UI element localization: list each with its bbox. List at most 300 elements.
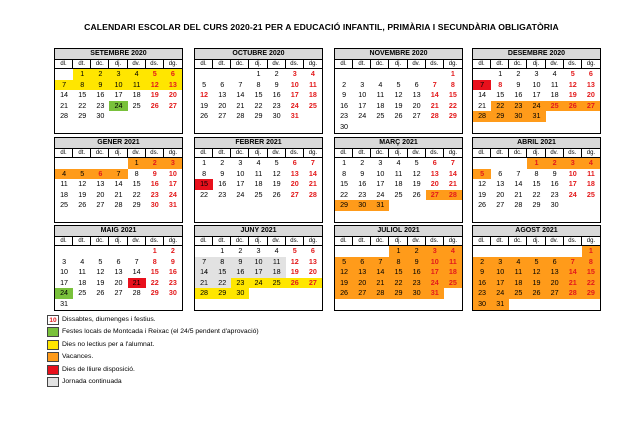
day-cell: 22 (254, 100, 263, 110)
day-cell: 27 (582, 101, 600, 112)
legend-label-continuous-day: Jornada continuada (62, 377, 122, 385)
day-cell: 7 (564, 257, 582, 268)
empty-cell (444, 288, 462, 299)
day-cell: 18 (586, 179, 595, 189)
empty-cell (55, 122, 73, 133)
day-cell: 23 (358, 189, 367, 199)
weekday-label: ds. (286, 237, 304, 245)
empty-cell (91, 246, 109, 257)
day-cell: 10 (491, 267, 509, 278)
empty-cell (389, 299, 407, 310)
day-cell: 26 (394, 111, 403, 121)
weekday-label: dg. (308, 150, 318, 156)
day-cell: 19 (272, 179, 281, 189)
empty-cell (509, 211, 527, 222)
month-title: ABRIL 2021 (473, 138, 600, 149)
empty-cell (73, 211, 91, 222)
day-cell: 13 (412, 90, 421, 100)
empty-cell (164, 122, 182, 133)
day-cell: 4 (378, 79, 383, 89)
weekday-label: dj. (109, 237, 127, 245)
day-cell: 5 (274, 158, 279, 167)
day-cell: 19 (335, 278, 353, 289)
legend-label-non-school-days: Dies no lectius per a l'alumnat. (62, 340, 155, 348)
day-cell: 24 (491, 288, 509, 299)
day-cell: 26 (286, 278, 304, 289)
day-cell: 21 (514, 189, 523, 199)
day-cell: 7 (195, 257, 213, 268)
empty-cell (426, 200, 444, 211)
day-cell: 24 (426, 278, 444, 289)
day-cell: 12 (412, 168, 421, 178)
day-cell: 13 (308, 256, 317, 266)
day-cell: 3 (426, 246, 444, 257)
day-cell: 18 (444, 267, 462, 278)
day-cell: 21 (564, 278, 582, 289)
day-cell: 30 (473, 299, 491, 310)
day-cell: 15 (532, 179, 541, 189)
day-grid (195, 158, 322, 222)
day-cell: 24 (55, 288, 73, 299)
empty-cell (389, 122, 407, 133)
day-cell: 19 (394, 100, 403, 110)
day-cell: 3 (292, 69, 297, 78)
day-cell: 31 (60, 298, 69, 308)
empty-cell (546, 111, 564, 122)
day-cell: 11 (444, 257, 462, 268)
day-cell: 31 (491, 299, 509, 310)
day-cell: 12 (290, 256, 299, 266)
day-cell: 22 (78, 100, 87, 110)
day-cell: 9 (360, 168, 365, 178)
day-grid (335, 158, 462, 222)
day-cell: 8 (213, 257, 231, 268)
empty-cell (473, 122, 491, 133)
day-cell: 19 (96, 277, 105, 287)
day-cell: 20 (218, 100, 227, 110)
weekday-header (473, 60, 600, 69)
day-cell: 7 (432, 79, 437, 89)
day-cell: 25 (586, 189, 595, 199)
weekday-label: dt. (353, 237, 371, 245)
legend-swatch-continuous-day (47, 377, 59, 387)
month-calendar (472, 225, 601, 311)
day-cell: 23 (340, 111, 349, 121)
legend-swatch-vacations (47, 352, 59, 362)
empty-cell (527, 246, 545, 257)
empty-cell (371, 299, 389, 310)
day-cell: 2 (342, 79, 347, 89)
empty-cell (582, 111, 600, 122)
day-cell: 15 (195, 179, 213, 190)
day-cell: 11 (268, 257, 286, 268)
empty-cell (213, 122, 231, 133)
day-cell: 15 (340, 179, 349, 189)
day-cell: 29 (150, 288, 159, 298)
weekday-label: dt. (213, 60, 231, 68)
weekday-label: dv. (128, 149, 146, 157)
day-cell: 28 (114, 200, 123, 210)
day-cell: 1 (256, 69, 261, 78)
day-cell: 5 (473, 169, 491, 180)
empty-cell (268, 288, 286, 299)
day-cell: 15 (254, 90, 263, 100)
weekday-label: dj. (109, 149, 127, 157)
day-cell: 30 (168, 288, 177, 298)
day-cell: 1 (342, 158, 347, 167)
empty-cell (491, 158, 509, 169)
empty-cell (231, 122, 249, 133)
weekday-label: ds. (564, 60, 582, 68)
day-cell: 22 (150, 277, 159, 287)
day-cell: 11 (394, 168, 403, 178)
day-cell: 24 (527, 101, 545, 112)
day-cell: 12 (146, 80, 164, 91)
day-cell: 9 (516, 79, 521, 89)
day-cell: 24 (568, 189, 577, 199)
day-cell: 12 (394, 90, 403, 100)
empty-cell (146, 211, 164, 222)
day-cell: 15 (213, 267, 231, 278)
weekday-label: dc. (91, 60, 109, 68)
day-grid (55, 69, 182, 133)
weekday-label: dv. (546, 237, 564, 245)
empty-cell (231, 299, 249, 310)
day-cell: 7 (371, 257, 389, 268)
empty-cell (509, 246, 527, 257)
day-cell: 8 (202, 168, 207, 178)
legend-swatch-free-days (47, 365, 59, 375)
day-cell: 24 (249, 278, 267, 289)
empty-cell (213, 299, 231, 310)
day-grid (55, 158, 182, 222)
empty-cell (146, 299, 164, 310)
empty-cell (231, 69, 249, 80)
weekday-label: dt. (491, 149, 509, 157)
empty-cell (91, 158, 109, 169)
weekday-label: dc. (509, 149, 527, 157)
weekday-label: dc. (231, 149, 249, 157)
day-cell: 3 (378, 158, 383, 167)
empty-cell (128, 211, 146, 222)
day-cell: 2 (473, 257, 491, 268)
day-cell: 3 (62, 256, 67, 266)
day-cell: 23 (550, 189, 559, 199)
day-cell: 16 (150, 179, 159, 189)
empty-cell (195, 122, 213, 133)
day-cell: 13 (430, 168, 439, 178)
day-cell: 2 (238, 246, 243, 255)
day-cell: 3 (164, 158, 182, 169)
empty-cell (353, 69, 371, 80)
month-title: MARÇ 2021 (335, 138, 462, 149)
day-cell: 26 (527, 288, 545, 299)
month-calendar (472, 48, 601, 134)
weekday-label: dv. (128, 237, 146, 245)
weekday-label: dc. (91, 237, 109, 245)
day-cell: 1 (582, 246, 600, 257)
month-calendar (194, 137, 323, 223)
empty-cell (286, 211, 304, 222)
empty-cell (164, 299, 182, 310)
day-cell: 22 (448, 100, 457, 110)
weekday-label: dg. (168, 238, 178, 244)
day-cell: 20 (430, 179, 439, 189)
empty-cell (546, 246, 564, 257)
day-cell: 10 (532, 79, 541, 89)
day-cell: 26 (150, 100, 159, 110)
empty-cell (491, 246, 509, 257)
day-cell: 29 (78, 111, 87, 121)
weekday-label: dl. (195, 237, 213, 245)
day-grid (473, 246, 600, 310)
day-cell: 10 (109, 80, 127, 91)
day-cell: 17 (358, 100, 367, 110)
day-cell: 4 (55, 169, 73, 180)
day-cell: 14 (430, 90, 439, 100)
legend-label-local-festivities: Festes locals de Montcada i Reixac (el 24/5 pendent d'aprovació) (62, 328, 259, 336)
day-cell: 12 (478, 179, 487, 189)
day-cell: 27 (353, 288, 371, 299)
empty-cell (564, 246, 582, 257)
empty-cell (73, 299, 91, 310)
empty-cell (491, 122, 509, 133)
day-cell: 30 (340, 121, 349, 131)
month-title: JULIOL 2021 (335, 226, 462, 237)
empty-cell (286, 288, 304, 299)
day-cell: 22 (213, 278, 231, 289)
weekday-label: dl. (195, 149, 213, 157)
day-cell: 11 (60, 179, 68, 189)
day-cell: 24 (236, 189, 245, 199)
day-cell: 23 (150, 189, 159, 199)
empty-cell (73, 122, 91, 133)
empty-cell (304, 211, 322, 222)
day-cell: 13 (96, 179, 105, 189)
empty-cell (109, 246, 127, 257)
day-cell: 25 (546, 101, 564, 112)
empty-cell (389, 211, 407, 222)
day-cell: 5 (396, 79, 401, 89)
day-cell: 20 (353, 278, 371, 289)
empty-cell (249, 299, 267, 310)
day-cell: 29 (582, 288, 600, 299)
day-cell: 21 (430, 100, 439, 110)
day-cell: 13 (546, 267, 564, 278)
day-cell: 16 (168, 267, 177, 277)
empty-cell (408, 211, 426, 222)
weekday-label: dj. (249, 149, 267, 157)
weekday-header (195, 60, 322, 69)
day-cell: 26 (96, 288, 105, 298)
day-cell: 14 (132, 267, 141, 277)
day-cell: 28 (371, 288, 389, 299)
empty-cell (128, 246, 146, 257)
day-cell: 13 (290, 168, 299, 178)
day-cell: 20 (412, 100, 421, 110)
weekday-label: dv. (268, 149, 286, 157)
empty-cell (213, 211, 231, 222)
month-calendar (194, 48, 323, 134)
empty-cell (408, 122, 426, 133)
day-cell: 7 (450, 158, 455, 167)
day-cell: 8 (73, 80, 91, 91)
day-cell: 22 (132, 189, 141, 199)
day-cell: 19 (568, 90, 577, 100)
weekday-label: dc. (231, 237, 249, 245)
day-cell: 20 (586, 90, 595, 100)
empty-cell (564, 299, 582, 310)
empty-cell (353, 122, 371, 133)
day-cell: 1 (450, 69, 455, 78)
day-cell: 25 (132, 100, 141, 110)
empty-cell (527, 122, 545, 133)
month-title: GENER 2021 (55, 138, 182, 149)
day-cell: 1 (527, 158, 545, 169)
day-cell: 8 (582, 257, 600, 268)
empty-cell (426, 122, 444, 133)
day-cell: 29 (254, 111, 263, 121)
day-cell: 23 (168, 277, 177, 287)
empty-cell (527, 211, 545, 222)
day-cell: 17 (114, 90, 123, 100)
weekday-label: dl. (473, 149, 491, 157)
day-cell: 21 (195, 278, 213, 289)
day-cell: 4 (552, 69, 557, 78)
empty-cell (335, 69, 353, 80)
weekday-label: dt. (213, 149, 231, 157)
day-cell: 23 (231, 278, 249, 289)
empty-cell (249, 211, 267, 222)
empty-cell (371, 122, 389, 133)
day-cell: 2 (546, 158, 564, 169)
weekday-label: dj. (527, 60, 545, 68)
day-cell: 18 (550, 90, 559, 100)
month-calendar (54, 225, 183, 311)
weekday-label: dc. (371, 60, 389, 68)
empty-cell (582, 299, 600, 310)
empty-cell (268, 200, 286, 211)
day-grid (473, 69, 600, 133)
day-cell: 17 (532, 90, 541, 100)
weekday-label: dg. (168, 61, 178, 67)
weekday-label: dj. (249, 237, 267, 245)
day-cell: 10 (358, 90, 367, 100)
day-cell: 13 (586, 79, 595, 89)
day-cell: 8 (256, 79, 261, 89)
weekday-header (335, 60, 462, 69)
day-cell: 28 (60, 111, 69, 121)
day-cell: 9 (231, 257, 249, 268)
empty-cell (564, 122, 582, 133)
empty-cell (509, 299, 527, 310)
day-cell: 14 (236, 90, 245, 100)
month-calendar (334, 225, 463, 311)
weekday-label: ds. (564, 149, 582, 157)
legend-label-vacations: Vacances. (62, 353, 94, 361)
day-cell: 6 (432, 158, 437, 167)
day-cell: 31 (426, 288, 444, 299)
day-cell: 21 (308, 179, 317, 189)
day-cell: 29 (335, 200, 353, 211)
day-cell: 22 (340, 189, 349, 199)
day-cell: 15 (78, 90, 87, 100)
legend-swatch-non-school-days (47, 340, 59, 350)
weekday-label: dv. (408, 149, 426, 157)
day-cell: 27 (96, 200, 105, 210)
weekday-label: ds. (426, 60, 444, 68)
day-cell: 20 (546, 278, 564, 289)
day-cell: 1 (152, 246, 157, 255)
empty-cell (195, 211, 213, 222)
empty-cell (444, 122, 462, 133)
day-cell: 27 (496, 200, 505, 210)
weekday-header (55, 237, 182, 246)
day-cell: 25 (394, 189, 403, 199)
day-cell: 17 (426, 267, 444, 278)
day-cell: 27 (304, 278, 322, 289)
day-cell: 19 (412, 179, 421, 189)
day-cell: 28 (514, 200, 523, 210)
day-cell: 12 (527, 267, 545, 278)
empty-cell (426, 69, 444, 80)
day-cell: 20 (168, 90, 177, 100)
day-cell: 21 (128, 278, 146, 289)
empty-cell (286, 299, 304, 310)
day-cell: 19 (200, 100, 209, 110)
month-calendar (334, 48, 463, 134)
day-cell: 13 (353, 267, 371, 278)
day-cell: 28 (473, 111, 491, 122)
day-grid (335, 69, 462, 133)
weekday-header (55, 60, 182, 69)
day-cell: 13 (496, 179, 505, 189)
day-cell: 14 (564, 267, 582, 278)
weekday-label: dl. (335, 149, 353, 157)
day-cell: 8 (134, 168, 139, 178)
empty-cell (335, 211, 353, 222)
day-cell: 13 (218, 90, 227, 100)
day-cell: 2 (408, 246, 426, 257)
day-cell: 22 (491, 101, 509, 112)
weekday-label: dl. (195, 60, 213, 68)
empty-cell (527, 299, 545, 310)
empty-cell (249, 200, 267, 211)
day-cell: 10 (60, 267, 69, 277)
empty-cell (389, 69, 407, 80)
day-cell: 16 (550, 179, 559, 189)
day-cell: 4 (128, 69, 146, 80)
day-cell: 29 (213, 288, 231, 299)
day-cell: 2 (220, 158, 225, 167)
empty-cell (109, 299, 127, 310)
day-cell: 21 (478, 100, 487, 110)
empty-cell (55, 158, 73, 169)
weekday-label: dl. (473, 237, 491, 245)
empty-cell (426, 211, 444, 222)
day-cell: 21 (236, 100, 245, 110)
weekday-label: dv. (268, 60, 286, 68)
empty-cell (73, 246, 91, 257)
day-cell: 28 (195, 288, 213, 299)
day-cell: 23 (96, 100, 105, 110)
day-cell: 17 (376, 179, 385, 189)
day-cell: 4 (509, 257, 527, 268)
day-cell: 21 (60, 100, 69, 110)
weekday-header (195, 149, 322, 158)
weekday-label: dc. (509, 237, 527, 245)
empty-cell (546, 211, 564, 222)
